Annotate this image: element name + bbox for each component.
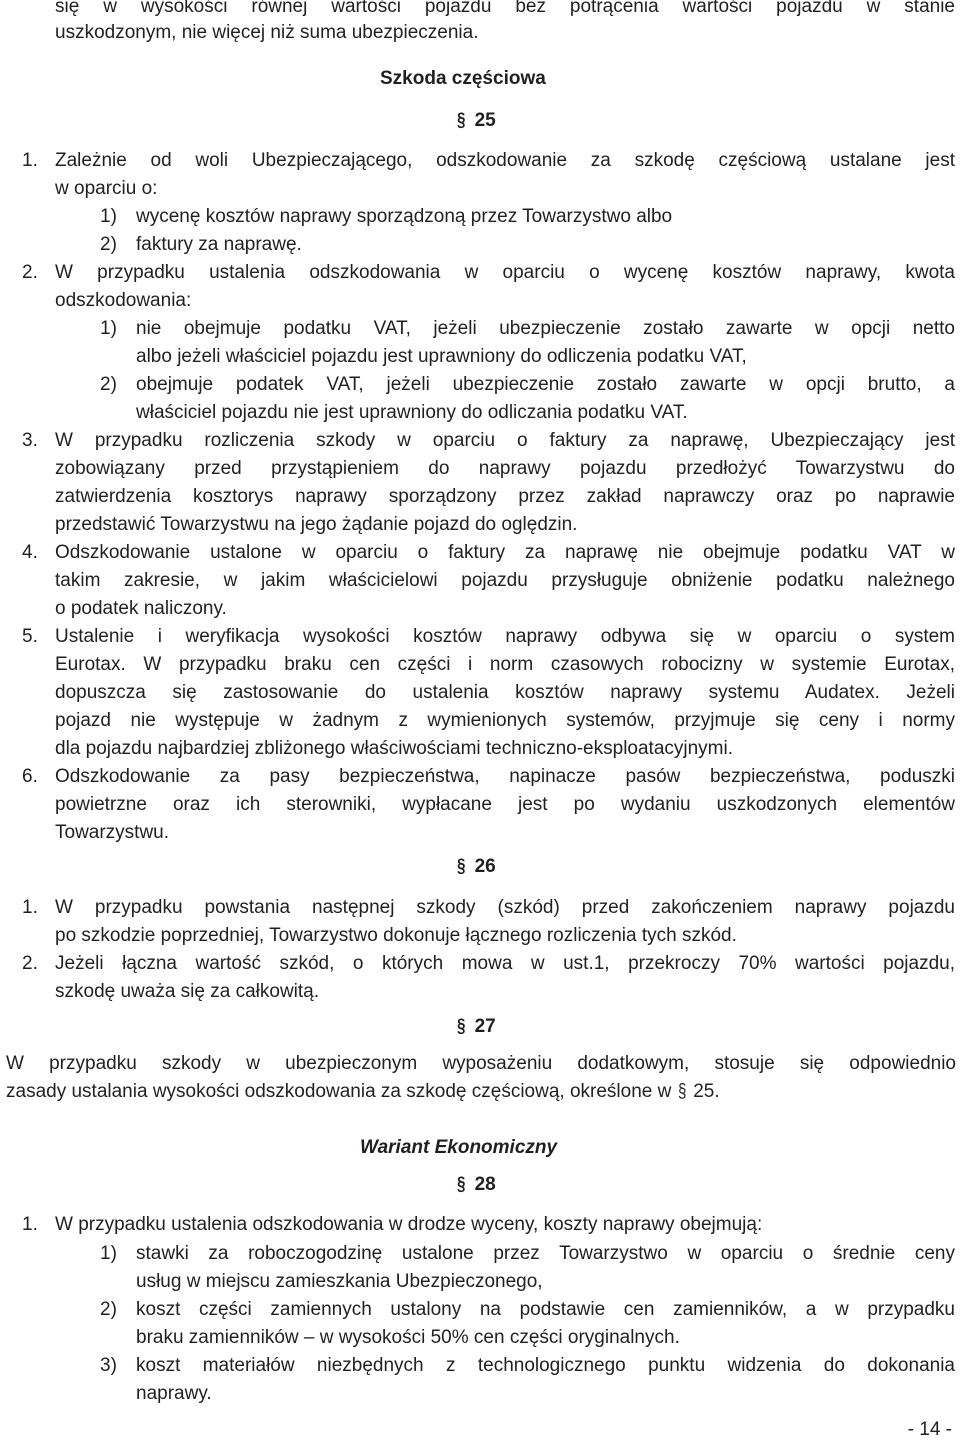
section-number: 27 xyxy=(474,1016,496,1037)
p28-1-item-3-line-1: koszt materiałów niezbędnych z technologicznego punktu widzenia do dokonania xyxy=(136,1355,955,1376)
section-26-heading xyxy=(456,856,496,878)
p27-line-2 xyxy=(6,1081,720,1103)
p25-3-line-4: przedstawić Towarzystwu na jego żądanie pojazd do oględzin. xyxy=(55,514,578,535)
p26-2-line-2: szkodę uważa się za całkowitą. xyxy=(55,981,320,1002)
p25-2-item-1-line-2: albo jeżeli właściciel pojazdu jest uprawniony do odliczenia podatku VAT, xyxy=(136,346,747,367)
p26-1-line-1: W przypadku powstania następnej szkody (szkód) przed zakończeniem naprawy pojazdu xyxy=(55,897,955,918)
section-symbol: § xyxy=(457,1016,466,1037)
p28-1-item-2-line-1: koszt części zamiennych ustalony na podstawie cen zamienników, a w przypadku xyxy=(136,1299,955,1320)
p28-1-item-1-line-1: stawki za roboczogodzinę ustalone przez Towarzystwo w oparciu o średnie ceny xyxy=(136,1243,955,1264)
p25-2-number: 2. xyxy=(22,262,38,283)
p25-4-line-2: takim zakresie, w jakim właścicielowi pojazdu przysługuje obniżenie podatku należnego xyxy=(55,570,955,591)
page-number: - 14 - xyxy=(907,1419,952,1440)
p25-2-line-1: W przypadku ustalenia odszkodowania w oparciu o wycenę kosztów naprawy, kwota xyxy=(55,262,955,283)
p25-6-line-2: powietrzne oraz ich sterowniki, wypłacane jest po wydaniu uszkodzonych elementów xyxy=(55,794,955,815)
p26-1-number: 1. xyxy=(22,897,38,918)
p28-1-item-3-line-2: naprawy. xyxy=(136,1383,212,1404)
p25-5-line-2: Eurotax. W przypadku braku cen części i norm czasowych robocizny w systemie Eurotax, xyxy=(55,654,955,675)
p25-2-item-2-line-2: właściciel pojazdu nie jest uprawniony do odliczania podatku VAT. xyxy=(136,402,688,423)
p25-2-item-2-number: 2) xyxy=(100,374,117,395)
p25-1-number: 1. xyxy=(22,150,38,171)
p25-2-item-1-number: 1) xyxy=(100,318,117,339)
section-25-heading xyxy=(456,110,496,132)
intro-line-1: się w wysokości równej wartości pojazdu bez potrącenia wartości pojazdu w stanie xyxy=(55,0,955,17)
p25-1-item-1-number: 1) xyxy=(100,206,117,227)
section-number: 28 xyxy=(474,1174,496,1195)
p25-4-line-3: o podatek naliczony. xyxy=(55,598,227,619)
p25-6-line-1: Odszkodowanie za pasy bezpieczeństwa, napinacze pasów bezpieczeństwa, poduszki xyxy=(55,766,955,787)
heading-szkoda-czesciowa: Szkoda częściowa xyxy=(380,68,546,89)
p28-1-item-3-number: 3) xyxy=(100,1355,117,1376)
p25-6-line-3: Towarzystwu. xyxy=(55,822,170,843)
p25-3-line-3: zatwierdzenia kosztorys naprawy sporządzony przez zakład naprawczy oraz po naprawie xyxy=(55,486,955,507)
p28-1-item-2-line-2: braku zamienników – w wysokości 50% cen części oryginalnych. xyxy=(136,1327,680,1348)
p25-3-number: 3. xyxy=(22,430,38,451)
p28-1-item-1-line-2: usług w miejscu zamieszkania Ubezpieczonego, xyxy=(136,1271,543,1292)
p28-1-item-2-number: 2) xyxy=(100,1299,117,1320)
p25-3-line-1: W przypadku rozliczenia szkody w oparciu o faktury za naprawę, Ubezpieczający jest xyxy=(55,430,955,451)
p25-1-line-1: Zależnie od woli Ubezpieczającego, odszkodowanie za szkodę częściową ustalane jest xyxy=(55,150,955,171)
p26-1-line-2: po szkodzie poprzedniej, Towarzystwo dokonuje łącznego rozliczenia tych szkód. xyxy=(55,925,737,946)
p27-line-1: W przypadku szkody w ubezpieczonym wyposażeniu dodatkowym, stosuje się odpowiednio xyxy=(6,1053,956,1074)
p26-2-number: 2. xyxy=(22,953,38,974)
section-number: 26 xyxy=(474,856,496,877)
p28-1-number: 1. xyxy=(22,1214,38,1235)
section-27-heading xyxy=(456,1016,496,1038)
p25-4-number: 4. xyxy=(22,542,38,563)
p25-2-item-2-line-1: obejmuje podatek VAT, jeżeli ubezpieczenie zostało zawarte w opcji brutto, a xyxy=(136,374,955,395)
heading-wariant-ekonomiczny: Wariant Ekonomiczny xyxy=(360,1137,558,1158)
p27-line-2-text: zasady ustalania wysokości odszkodowania za szkodę częściową, określone w xyxy=(6,1081,672,1102)
p25-2-line-2: odszkodowania: xyxy=(55,290,192,311)
p26-2-line-1: Jeżeli łączna wartość szkód, o których mowa w ust.1, przekroczy 70% wartości pojazdu, xyxy=(55,953,955,974)
section-number: 25 xyxy=(474,110,496,131)
p25-6-number: 6. xyxy=(22,766,38,787)
section-symbol: § xyxy=(677,1081,687,1102)
p25-5-number: 5. xyxy=(22,626,38,647)
p28-1-text: W przypadku ustalenia odszkodowania w drodze wyceny, koszty naprawy obejmują: xyxy=(55,1214,763,1235)
p25-1-item-1-text: wycenę kosztów naprawy sporządzoną przez Towarzystwo albo xyxy=(136,206,673,227)
p27-line-2-ref: 25. xyxy=(693,1081,720,1102)
intro-line-2: uszkodzonym, nie więcej niż suma ubezpieczenia. xyxy=(55,22,479,43)
p25-5-line-3: dopuszcza się zastosowanie do ustalenia kosztów naprawy systemu Audatex. Jeżeli xyxy=(55,682,955,703)
p25-5-line-5: dla pojazdu najbardziej zbliżonego właściwościami techniczno-eksploatacyjnymi. xyxy=(55,738,734,759)
p28-1-item-1-number: 1) xyxy=(100,1243,117,1264)
p25-1-line-2: w oparciu o: xyxy=(55,178,158,199)
p25-1-item-2-number: 2) xyxy=(100,234,117,255)
p25-5-line-4: pojazd nie występuje w żadnym z wymienionych systemów, przyjmuje się ceny i normy xyxy=(55,710,955,731)
p25-3-line-2: zobowiązany przed przystąpieniem do naprawy pojazdu przedłożyć Towarzystwu do xyxy=(55,458,955,479)
section-symbol: § xyxy=(457,1174,466,1195)
p25-2-item-1-line-1: nie obejmuje podatku VAT, jeżeli ubezpieczenie zostało zawarte w opcji netto xyxy=(136,318,955,339)
p25-5-line-1: Ustalenie i weryfikacja wysokości kosztów naprawy odbywa się w oparciu o system xyxy=(55,626,955,647)
p25-1-item-2-text: faktury za naprawę. xyxy=(136,234,302,255)
section-symbol: § xyxy=(457,110,466,131)
section-28-heading xyxy=(456,1174,496,1196)
p25-4-line-1: Odszkodowanie ustalone w oparciu o faktury za naprawę nie obejmuje podatku VAT w xyxy=(55,542,955,563)
section-symbol: § xyxy=(457,856,466,877)
